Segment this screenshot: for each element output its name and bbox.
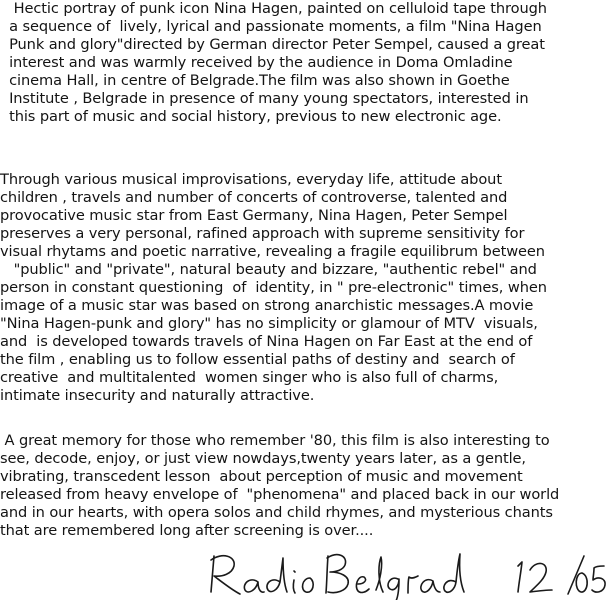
text-line: vibrating, transcedent lesson about perception of music and movement (0, 468, 523, 485)
text-line: that are remembered long after screening is over.... (0, 522, 374, 539)
text-line: creative and multitalented women singer who is also full of charms, (0, 369, 499, 386)
text-line: "public" and "private", natural beauty and bizzare, "authentic rebel" and (0, 261, 537, 278)
text-line: children , travels and number of concerts of controverse, talented and (0, 189, 508, 206)
text-line: a sequence of lively, lyrical and passionate moments, a film "Nina Hagen (0, 18, 542, 35)
text-line: A great memory for those who remember '80, this film is also interesting to (0, 432, 550, 449)
text-line: visual rhytams and poetic narrative, revealing a fragile equilibrum between (0, 243, 545, 260)
text-line: released from heavy envelope of "phenomena" and placed back in our world (0, 486, 560, 503)
text-line: and in our hearts, with opera solos and child rhymes, and mysterious chants (0, 504, 553, 521)
text-line: image of a music star was based on strong anarchistic messages.A movie (0, 297, 534, 314)
text-line: provocative music star from East Germany, Nina Hagen, Peter Sempel (0, 207, 508, 224)
text-line: this part of music and social history, previous to new electronic age. (0, 108, 502, 125)
text-line: preserves a very personal, rafined approach with supreme sensitivity for (0, 225, 525, 242)
text-line: Hectic portray of punk icon Nina Hagen, painted on celluloid tape through (0, 0, 547, 17)
text-line: and is developed towards travels of Nina Hagen on Far East at the end of (0, 333, 533, 350)
text-line: see, decode, enjoy, or just view nowdays,twenty years later, as a gentle, (0, 450, 526, 467)
text-line: interest and was warmly received by the audience in Doma Omladine (0, 54, 513, 71)
text-line: Institute , Belgrade in presence of many young spectators, interested in (0, 90, 529, 107)
text-line: intimate insecurity and naturally attractive. (0, 387, 315, 404)
text-line: "Nina Hagen-punk and glory" has no simplicity or glamour of MTV visuals, (0, 315, 538, 332)
text-line: the film , enabling us to follow essential paths of destiny and search of (0, 351, 515, 368)
text-line: Punk and glory"directed by German director Peter Sempel, caused a great (0, 36, 545, 53)
text-line: Through various musical improvisations, everyday life, attitude about (0, 171, 502, 188)
text-line: cinema Hall, in centre of Belgrade.The film was also shown in Goethe (0, 72, 510, 89)
text-line: person in constant questioning of identity, in " pre-electronic" times, when (0, 279, 547, 296)
